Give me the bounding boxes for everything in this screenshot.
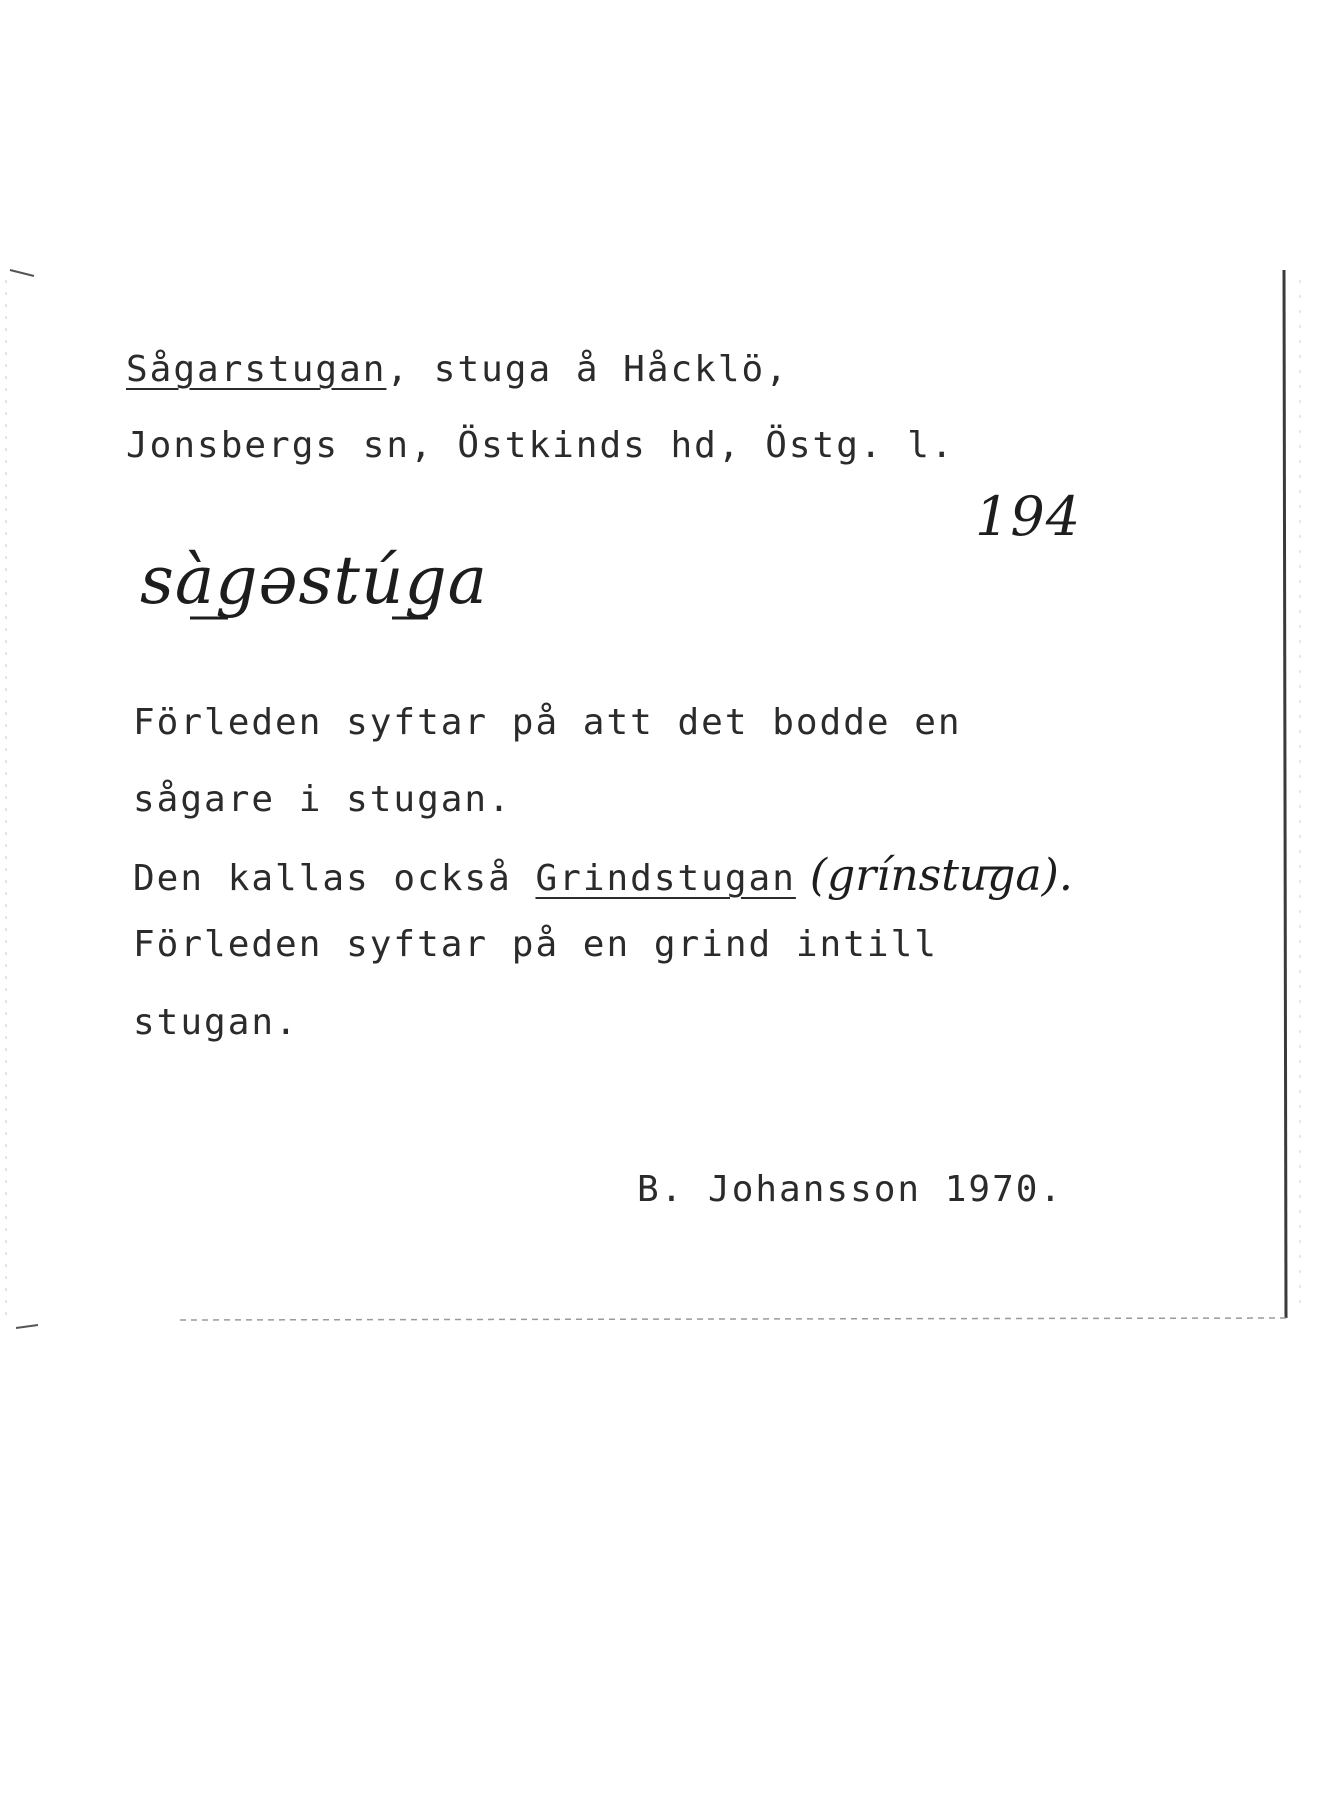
alias-explanation-line-1: Förleden syftar på en grind intill	[133, 924, 938, 965]
signature: B. Johansson 1970.	[637, 1169, 1064, 1210]
alias-pronunciation: (grínstuga).	[795, 850, 1073, 901]
alias-line	[133, 850, 1073, 901]
explanation-line-2: sågare i stugan.	[133, 779, 512, 820]
alias-prefix: Den kallas också	[133, 858, 536, 899]
headword-line	[126, 349, 789, 390]
headword-description: , stuga å Håcklö,	[386, 349, 789, 390]
alias-name: Grindstugan	[535, 858, 796, 899]
card-number: 194	[975, 485, 1082, 548]
pronunciation: sàgəstúga	[140, 542, 489, 619]
headword: Sågarstugan	[126, 349, 387, 390]
alias-explanation-line-2: stugan.	[133, 1002, 299, 1043]
explanation-line-1: Förleden syftar på att det bodde en	[133, 702, 962, 743]
location-line: Jonsbergs sn, Östkinds hd, Östg. l.	[126, 425, 955, 466]
